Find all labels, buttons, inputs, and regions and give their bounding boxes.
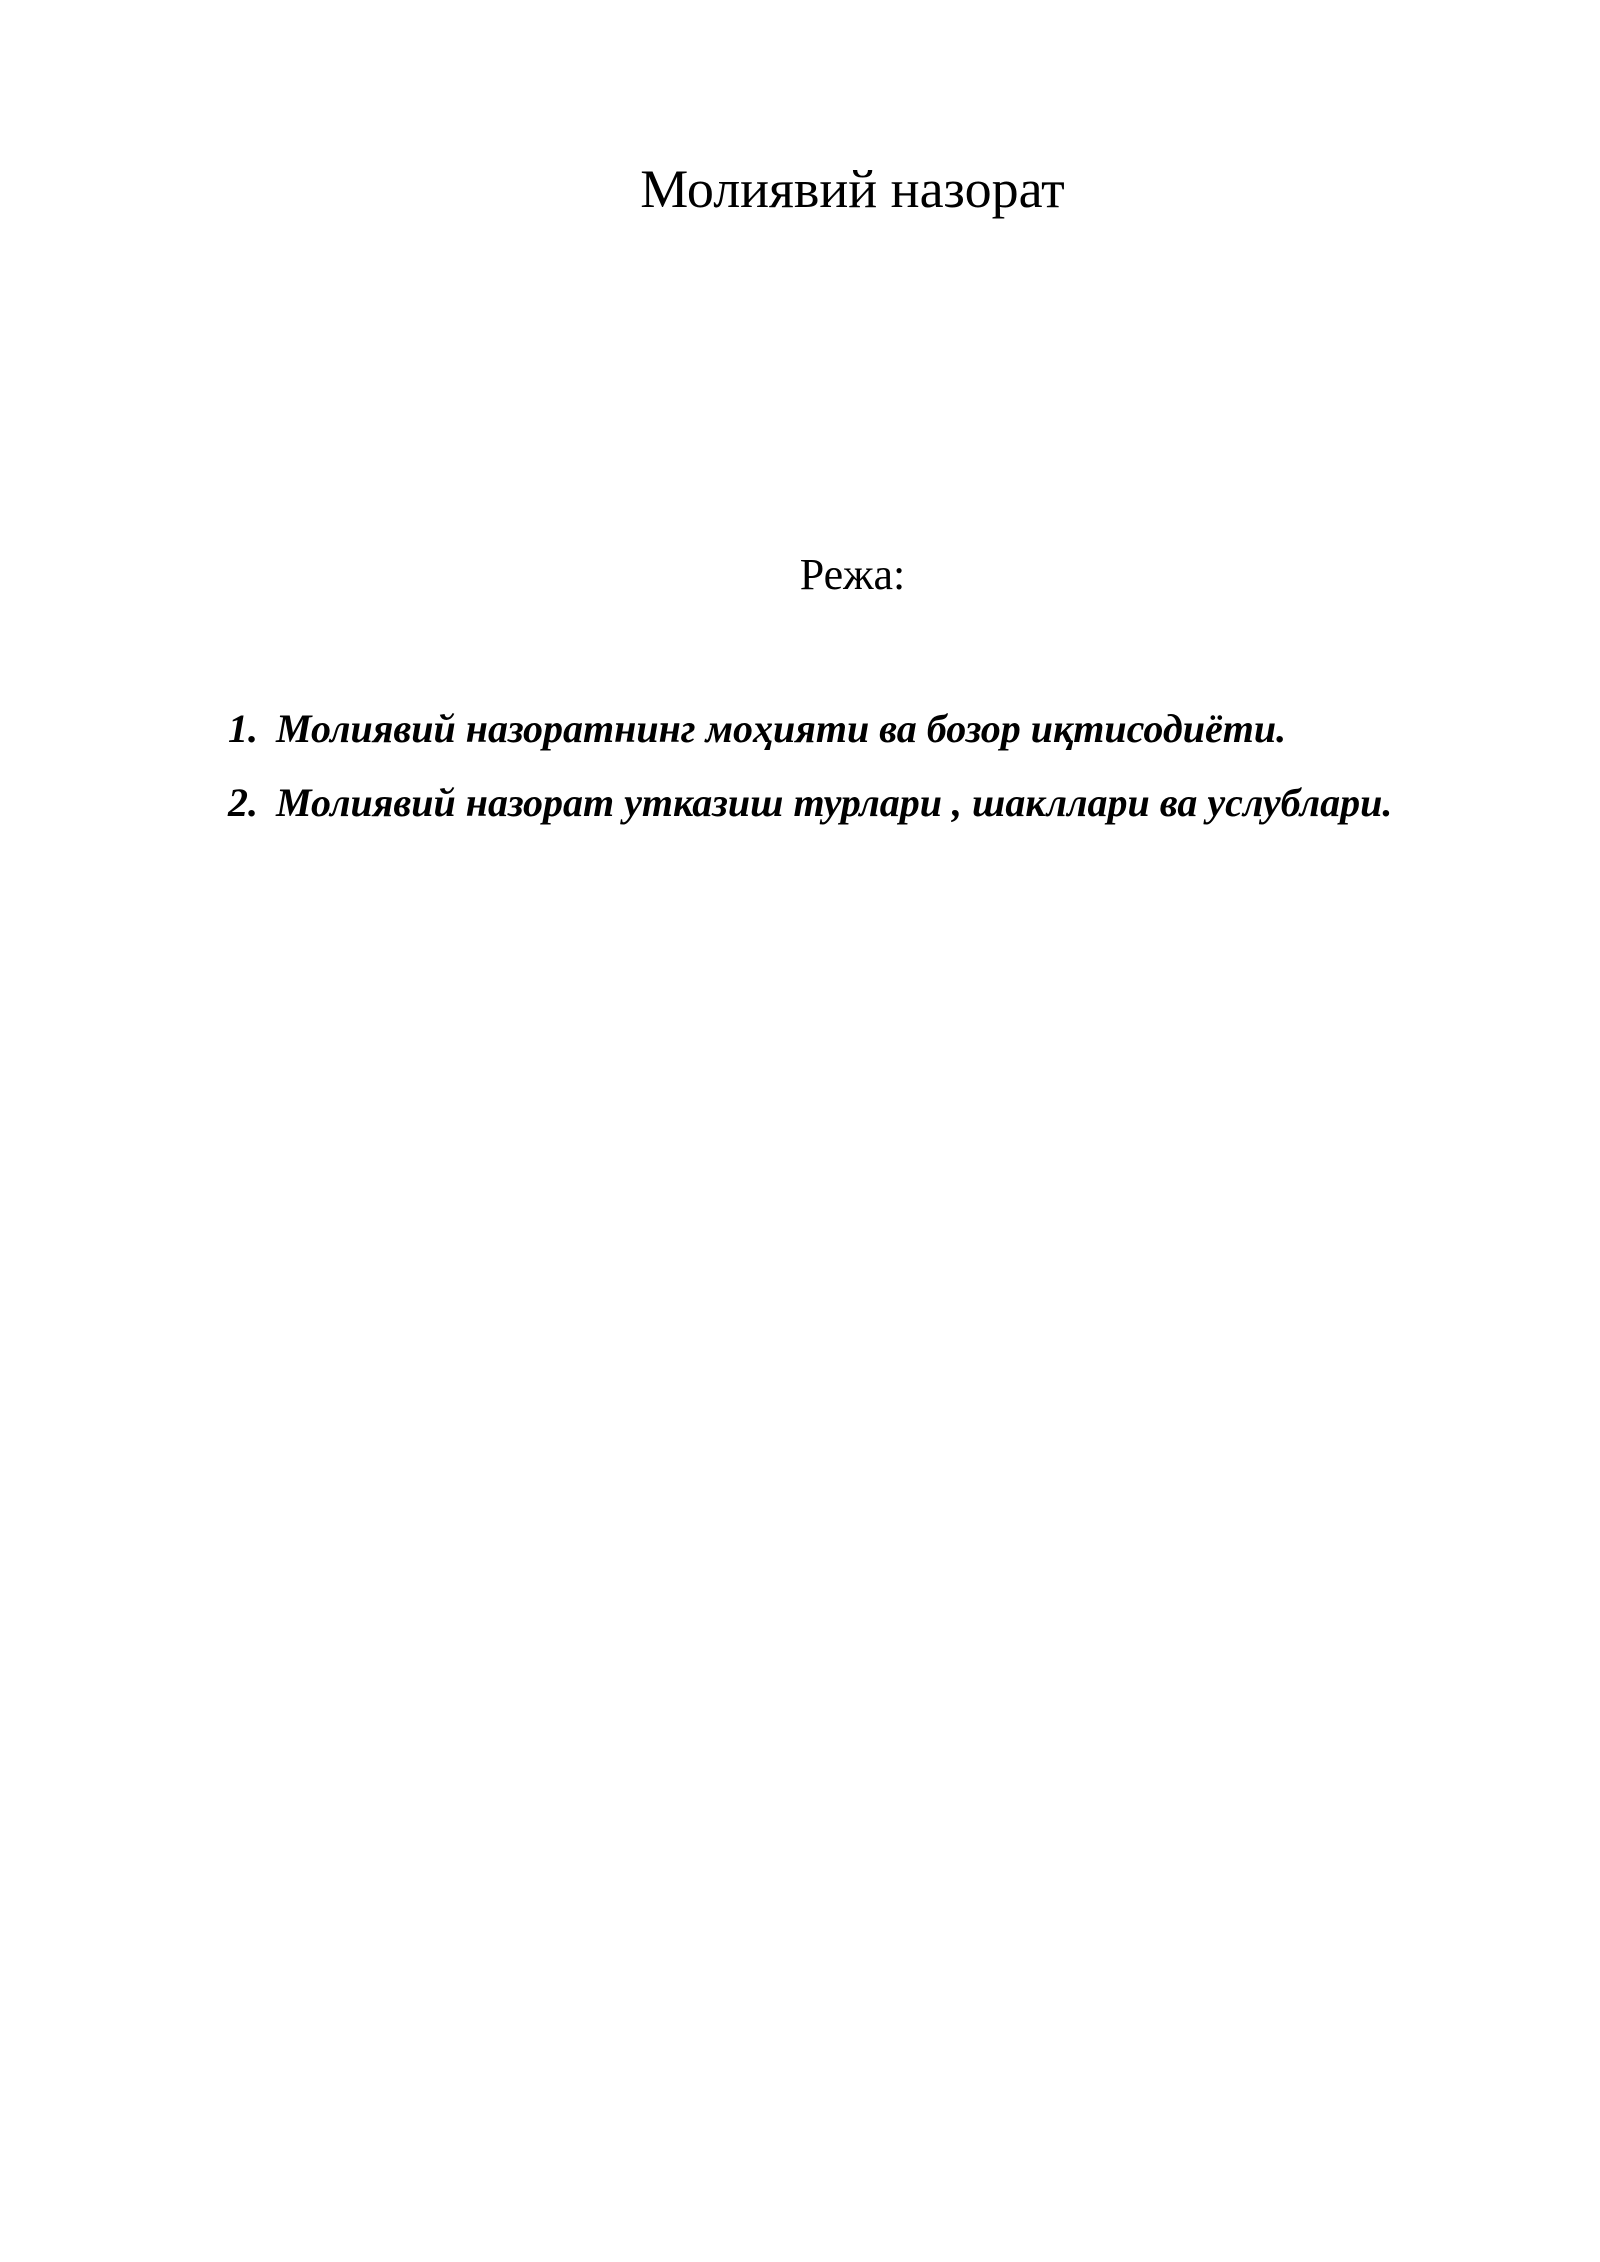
plan-item-number: 2. [228,780,258,825]
plan-item-text: Молиявий назорат утказиш турлари , шакллари ва услублари. [276,780,1393,825]
plan-list [228,692,1408,840]
plan-heading: Режа: [799,550,906,599]
plan-item-2 [228,766,1408,840]
plan-item-1 [228,692,1408,766]
plan-item-text: Молиявий назоратнинг моҳияти ва бозор иқтисодиёти. [276,706,1287,751]
document-title: Молиявий назорат [640,159,1065,219]
plan-item-number: 1. [228,706,258,751]
